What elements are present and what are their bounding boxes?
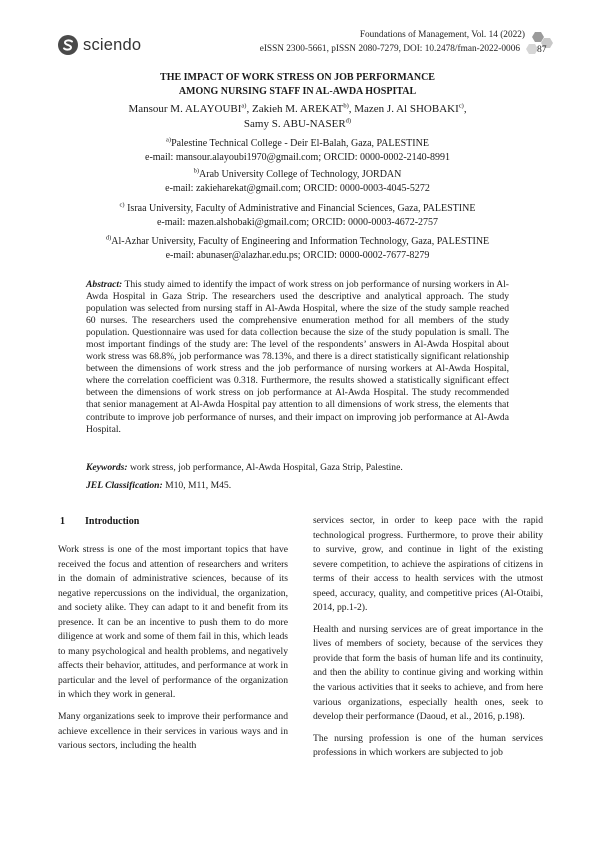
body-paragraph: The nursing profession is one of the human services professions in which workers are subjected to job: [313, 732, 543, 759]
affiliation-name: Al-Azhar University, Faculty of Engineering and Information Technology, Gaza, PALESTINE: [111, 236, 490, 247]
affiliation-name: Palestine Technical College - Deir El-Balah, Gaza, PALESTINE: [171, 138, 429, 149]
body-paragraph: Many organizations seek to improve their performance and achieve excellence in their services in various ways and in various sectors, including the health: [58, 711, 288, 752]
jel-text: M10, M11, M45.: [165, 480, 232, 491]
abstract: [86, 279, 509, 436]
author-name: Mansour M. ALAYOUBI: [128, 103, 242, 115]
body-paragraph: services sector, in order to keep pace with the rapid technological progress. Furthermore, to prove their ability to survive, grow, and continue in light of the existing severe competition, to achieve the aspirations of citizens in terms of their access to health services with the utmost speed, accuracy, quality, and competitive prices (Al-Otaibi, 2014, pp.1-2).: [313, 515, 543, 614]
affiliation-c-contact: e-mail: mazen.alshobaki@gmail.com; ORCID: 0000-0003-4672-2757: [156, 217, 439, 228]
left-column: [58, 543, 288, 761]
abstract-text: This study aimed to identify the impact of work stress on job performance of nursing workers in Al-Awda Hospital in Gaza Strip. The researchers used the descriptive and analytical approach. The study population was selected from nursing staff in Al-Awda Hospital, where the size of the study sample reached 60 nurses. The researchers used the comprehensive enumeration method for all members of the study population. Questionnaire was used for data collection because the size of the study population is small. The most important findings of the study are: The level of the respondents’ answers in Al-Awda Hospital about work stress was 68.8%, job performance was 78.13%, and there is a direct statistically significant relationship between the dimensions of work stress and the job performance of nursing workers at Al-Awda Hospital, where the correlation coefficient was 0.318. Furthermore, the results showed a statistically significant effect between the dimensions of work stress on job performance at Al-Awda Hospital. The study recommended that senior management at Al-Awda Hospital pay attention to all dimensions of work stress, the elements that contribute to improve job performance of nurses, and their impact on improving job performance at Al-Awda Hospital.: [86, 279, 509, 435]
abstract-label: Abstract:: [86, 279, 123, 290]
affiliation-b: [60, 169, 535, 181]
journal-citation: Foundations of Management, Vol. 14 (2022): [359, 30, 525, 40]
keywords: [86, 462, 509, 474]
affiliation-a-contact: e-mail: mansour.alayoubi1970@gmail.com; ORCID: 0000-0002-2140-8991: [145, 152, 450, 163]
affiliation-marker: d): [105, 234, 112, 242]
affiliation-marker: c): [119, 201, 125, 209]
body-paragraph: Work stress is one of the most important topics that have received the focus and attention of researchers and writers in the domain of administrative sciences, because of its negative repercussions on the individual, the organization, and society alike. They can adapt to it and benefit from its presence. It can be an incentive to push them to do more diligence at work and some of them fail in this, which leads to many psychological and health problems, and negatively affects their behavior, attitudes, and performance at work in particular and the level of performance of the organization in which they work in general.: [58, 544, 288, 701]
author-affiliation-marker: c): [458, 102, 464, 110]
publisher-logo: [57, 34, 141, 56]
keywords-label: Keywords:: [86, 462, 128, 473]
affiliation-b-contact: e-mail: zakieharekat@gmail.com; ORCID: 0000-0003-4045-5272: [165, 183, 430, 194]
journal-identifiers: eISSN 2300-5661, pISSN 2080-7279, DOI: 10.2478/fman-2022-0006: [259, 44, 520, 54]
section-title: Introduction: [85, 516, 140, 527]
author-name: , Mazen J. Al SHOBAKI: [348, 103, 459, 115]
affiliation-name: Arab University College of Technology, JORDAN: [199, 169, 402, 180]
paper-title-line-1: THE IMPACT OF WORK STRESS ON JOB PERFORMANCE: [160, 72, 435, 83]
author-name: Samy S. ABU-NASER: [243, 118, 346, 130]
affiliation-c: [60, 203, 535, 215]
affiliation-name: Israa University, Faculty of Administrative and Financial Sciences, Gaza, PALESTINE: [124, 203, 476, 214]
section-number: 1: [60, 516, 65, 527]
author-list: [60, 102, 535, 116]
page-number: 87: [537, 44, 547, 55]
jel-label: JEL Classification:: [86, 480, 163, 491]
affiliation-marker: b): [193, 167, 200, 175]
author-separator: ,: [463, 103, 467, 115]
section-heading: [60, 516, 139, 527]
affiliation-a: [60, 138, 535, 150]
author-affiliation-marker: a): [241, 102, 247, 110]
sciendo-logo-icon: [57, 34, 79, 56]
author-affiliation-marker: d): [345, 117, 352, 125]
body-paragraph: Health and nursing services are of great importance in the lives of members of society, because of the services they provide that form the basis of human life and its continuity, and then the ability to continue giving and working within the various activities that it seeks to achieve, and from here various organizations, especially health ones, seek to develop their performance (Daoud, et al., 2016, p.198).: [313, 623, 543, 723]
jel-classification: [86, 480, 509, 492]
author-affiliation-marker: b): [343, 102, 349, 110]
right-column: [313, 514, 543, 768]
affiliation-d: [60, 236, 535, 248]
paper-title-line-2: AMONG NURSING STAFF IN AL-AWDA HOSPITAL: [178, 86, 417, 97]
author-name: , Zakieh M. AREKAT: [246, 103, 344, 115]
author-list-line-2: [60, 117, 535, 131]
affiliation-marker: a): [166, 136, 172, 144]
publisher-name: sciendo: [83, 35, 142, 54]
keywords-text: work stress, job performance, Al-Awda Hospital, Gaza Strip, Palestine.: [129, 462, 403, 473]
affiliation-d-contact: e-mail: abunaser@alazhar.edu.ps; ORCID: 0000-0002-7677-8279: [165, 250, 430, 261]
